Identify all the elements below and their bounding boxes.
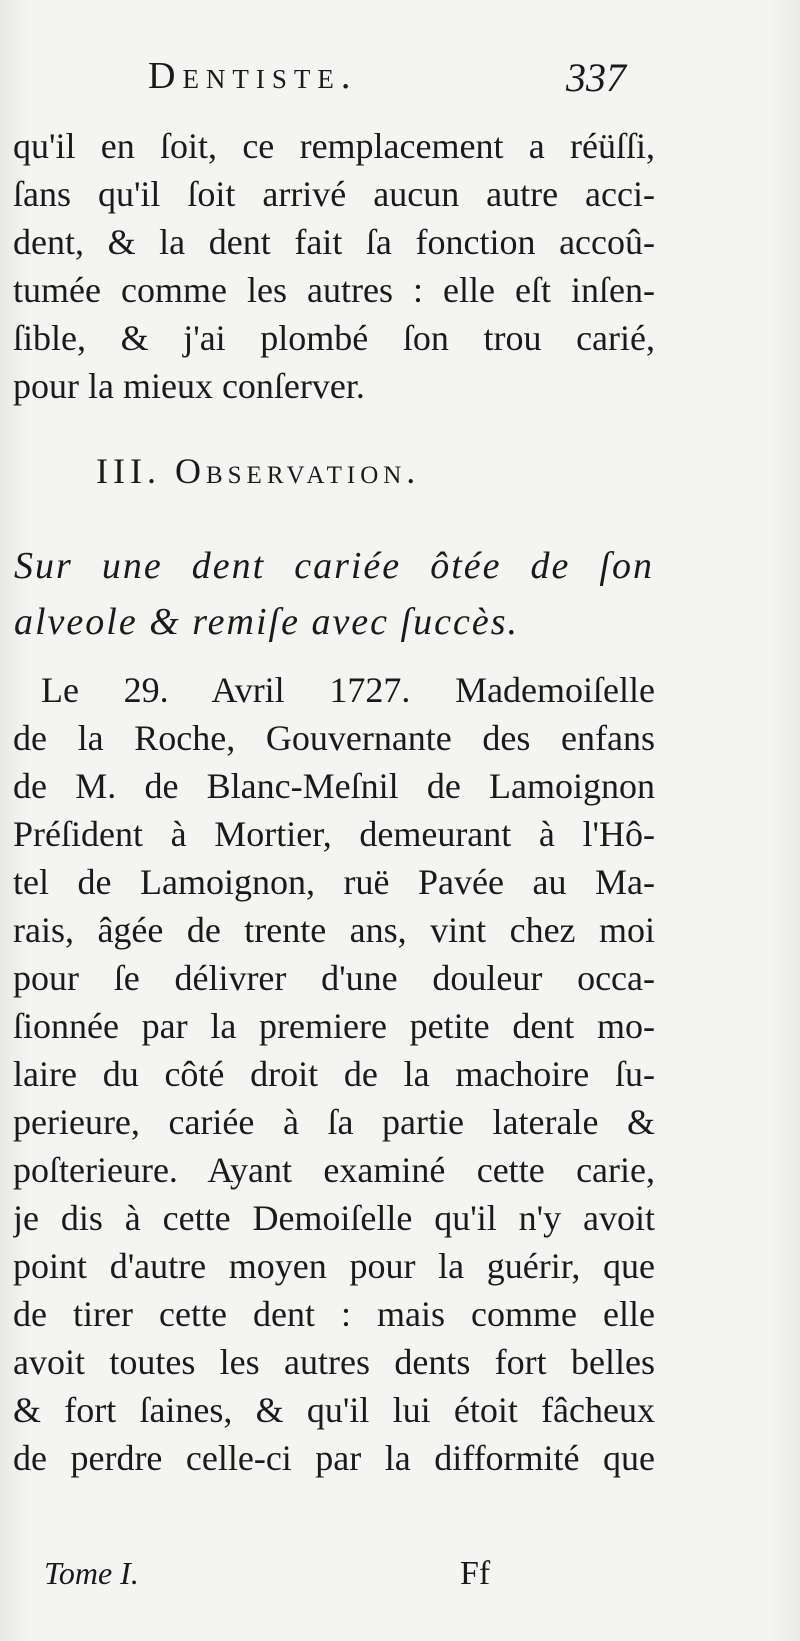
text-line: tumée comme les autres : elle eſt inſen-	[13, 270, 655, 310]
page-number: 337	[566, 55, 626, 100]
text-line: Préſident à Mortier, demeurant à l'Hô-	[13, 814, 655, 854]
text-line: pour ſe délivrer d'une douleur occa-	[13, 958, 655, 998]
text-line: pour la mieux conſerver.	[13, 366, 365, 406]
paragraph-continuation	[13, 122, 655, 410]
text-line: rais, âgée de trente ans, vint chez moi	[13, 910, 655, 950]
text-line: Le 29. Avril 1727. Mademoiſelle	[41, 670, 655, 710]
text-line: de perdre celle-ci par la difformité que	[13, 1438, 655, 1478]
text-line: poſterieure. Ayant examiné cette carie,	[13, 1150, 655, 1190]
paragraph-observation	[13, 666, 655, 1482]
text-line: de tirer cette dent : mais comme elle	[13, 1294, 655, 1334]
text-line: ſible, & j'ai plombé ſon trou carié,	[13, 318, 655, 358]
text-line: perieure, cariée à ſa partie laterale &	[13, 1102, 655, 1142]
text-line: & fort ſaines, & qu'il lui étoit fâcheux	[13, 1390, 655, 1430]
section-heading: III. Observation.	[96, 451, 421, 491]
text-line: je dis à cette Demoiſelle qu'il n'y avoit	[13, 1198, 655, 1238]
text-line: ſionnée par la premiere petite dent mo-	[13, 1006, 655, 1046]
text-line: ſans qu'il ſoit arrivé aucun autre acci-	[13, 174, 655, 214]
text-line: de M. de Blanc-Meſnil de Lamoignon	[13, 766, 655, 806]
signature-mark: Ff	[460, 1555, 491, 1592]
section-subtitle	[14, 538, 654, 650]
subtitle-line: alveole & remiſe avec ſuccès.	[14, 601, 519, 643]
running-head: Dentiste.	[148, 55, 358, 97]
subtitle-line: Sur une dent cariée ôtée de ſon	[14, 545, 654, 587]
text-line: avoit toutes les autres dents fort belles	[13, 1342, 655, 1382]
text-line: dent, & la dent fait ſa fonction accoû-	[13, 222, 655, 262]
text-line: point d'autre moyen pour la guérir, que	[13, 1246, 655, 1286]
text-line: de la Roche, Gouvernante des enfans	[13, 718, 655, 758]
text-line: qu'il en ſoit, ce remplacement a réüſſi,	[13, 126, 655, 166]
volume-label: Tome I.	[44, 1555, 139, 1591]
text-line: laire du côté droit de la machoire ſu-	[13, 1054, 655, 1094]
text-line: tel de Lamoignon, ruë Pavée au Ma-	[13, 862, 655, 902]
page-footer	[0, 1555, 660, 1605]
page-header	[0, 46, 660, 110]
